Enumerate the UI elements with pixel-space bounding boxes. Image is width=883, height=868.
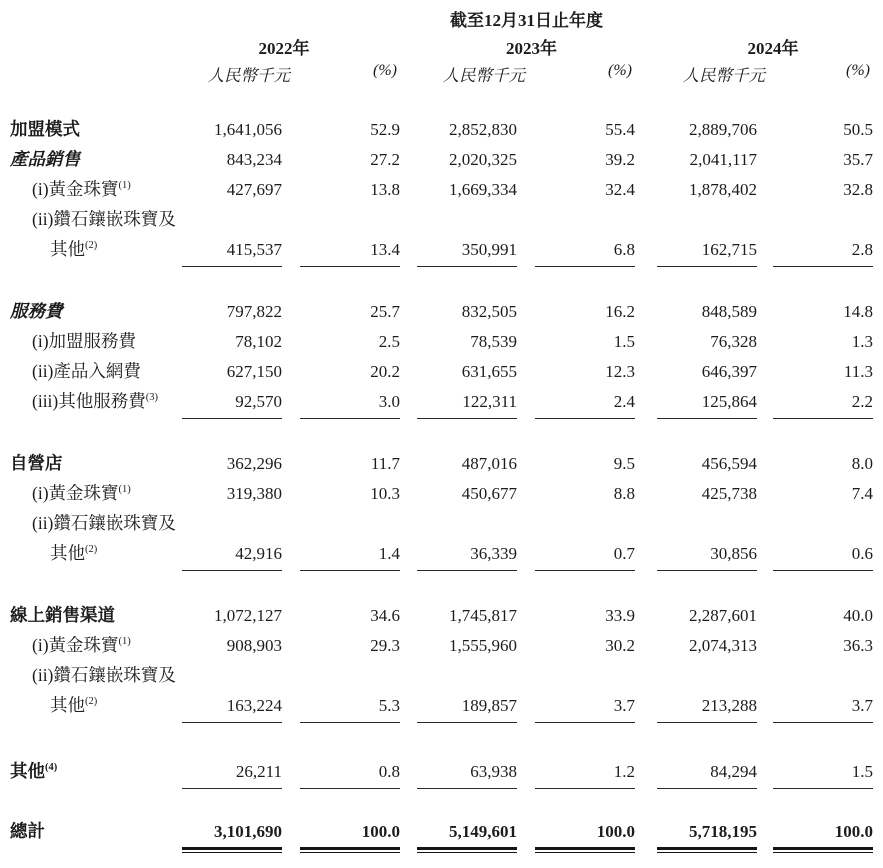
footnote-sup: (1) [118, 636, 131, 648]
pct-cell: 10.3 [370, 484, 400, 503]
pct-cell [757, 664, 883, 694]
pct-cell: 27.2 [370, 150, 400, 169]
table-row [10, 512, 883, 542]
pct-cell: 2.8 [757, 238, 883, 268]
pct-cell: 36.3 [843, 636, 873, 655]
amount-cell: 797,822 [226, 302, 282, 321]
amount-cell: 36,339 [400, 542, 517, 572]
row-label: 線上銷售渠道 [10, 605, 115, 625]
amount-cell: 163,224 [182, 694, 282, 724]
table-row [10, 542, 883, 572]
pct-cell: 11.3 [843, 362, 873, 381]
amount-cell [400, 664, 517, 694]
amount-cell: 5,149,601 [400, 820, 517, 852]
row-label: (ii)鑽石鑲嵌珠寶及 [32, 513, 176, 533]
pct-cell: 0.8 [282, 760, 400, 790]
pct-cell: 6.8 [517, 238, 635, 268]
table-row [10, 452, 883, 482]
amount-cell: 843,234 [226, 150, 282, 169]
amount-cell [182, 208, 282, 238]
pct-cell [757, 512, 883, 542]
pct-cell: 0.6 [757, 542, 883, 572]
amount-cell: 213,288 [635, 694, 757, 724]
footnote-sup: (2) [85, 696, 98, 708]
table-row-total [10, 820, 883, 852]
row-label: 其他$^{(2)}$ [50, 695, 98, 715]
pct-cell: 9.5 [613, 454, 635, 473]
amount-cell: 908,903 [226, 636, 282, 655]
amount-cell: 350,991 [400, 238, 517, 268]
pct-cell: 100.0 [517, 820, 635, 852]
table-row [10, 390, 883, 420]
pct-cell: 3.7 [757, 694, 883, 724]
table-row [10, 604, 883, 634]
pct-cell [517, 208, 635, 238]
pct-header: (%) [373, 62, 397, 79]
row-label: (ii)鑽石鑲嵌珠寶及 [32, 209, 176, 229]
pct-cell: 25.7 [370, 302, 400, 321]
amount-cell [635, 208, 757, 238]
amount-cell: 1,878,402 [689, 180, 757, 199]
pct-cell: 8.8 [613, 484, 635, 503]
pct-cell: 2.2 [757, 390, 883, 420]
pct-cell: 13.8 [370, 180, 400, 199]
table-row [10, 208, 883, 238]
amount-cell: 319,380 [226, 484, 282, 503]
amount-cell: 42,916 [182, 542, 282, 572]
amount-cell [400, 512, 517, 542]
row-label: 其他$^{(4)}$ [10, 761, 58, 781]
pct-cell: 8.0 [851, 454, 873, 473]
pct-cell: 7.4 [851, 484, 873, 503]
amount-cell [635, 664, 757, 694]
table-row [10, 300, 883, 330]
row-label: 總計 [10, 821, 45, 841]
year-header-row [10, 34, 883, 62]
amount-cell: 78,102 [235, 332, 282, 351]
row-label: (i)黃金珠寶$^{(1)}$ [32, 635, 131, 655]
pct-cell: 29.3 [370, 636, 400, 655]
pct-cell: 1.5 [757, 760, 883, 790]
amount-cell: 427,697 [226, 180, 282, 199]
pct-cell: 52.9 [370, 120, 400, 139]
row-label: 自營店 [10, 453, 63, 473]
pct-cell: 32.8 [843, 180, 873, 199]
pct-cell: 35.7 [843, 150, 873, 169]
row-label: 產品銷售 [10, 149, 80, 169]
year-header-2022: 2022年 [258, 39, 310, 58]
amount-cell: 5,718,195 [635, 820, 757, 852]
amount-cell: 2,074,313 [689, 636, 757, 655]
row-label: (i)黃金珠寶$^{(1)}$ [32, 483, 131, 503]
row-label: 其他$^{(2)}$ [50, 239, 98, 259]
amount-cell: 425,738 [701, 484, 757, 503]
pct-cell: 30.2 [605, 636, 635, 655]
pct-cell: 100.0 [282, 820, 400, 852]
footnote-sup: (3) [145, 392, 158, 404]
amount-cell: 92,570 [182, 390, 282, 420]
table-row [10, 148, 883, 178]
amount-cell: 1,641,056 [214, 120, 282, 139]
pct-cell: 1.3 [851, 332, 873, 351]
amount-cell [635, 512, 757, 542]
table-title: 截至12月31日止年度 [450, 11, 603, 30]
pct-cell: 14.8 [843, 302, 873, 321]
row-label: (i)黃金珠寶$^{(1)}$ [32, 179, 131, 199]
table-row [10, 760, 883, 790]
amount-cell: 1,745,817 [449, 606, 517, 625]
pct-cell: 0.7 [517, 542, 635, 572]
pct-cell [282, 512, 400, 542]
amount-cell: 162,715 [635, 238, 757, 268]
amount-cell: 1,072,127 [214, 606, 282, 625]
amount-cell: 76,328 [710, 332, 757, 351]
row-label: (i)加盟服務費 [32, 331, 137, 351]
row-label: (ii)鑽石鑲嵌珠寶及 [32, 665, 176, 685]
amount-cell: 2,287,601 [689, 606, 757, 625]
unit-header: 人民幣千元 [442, 66, 525, 85]
unit-header: 人民幣千元 [207, 66, 290, 85]
row-label: 加盟模式 [10, 119, 80, 139]
amount-cell: 415,537 [182, 238, 282, 268]
pct-cell: 16.2 [605, 302, 635, 321]
pct-cell: 50.5 [843, 120, 873, 139]
year-header-2024: 2024年 [747, 39, 799, 58]
footnote-sup: (2) [85, 544, 98, 556]
amount-cell: 450,677 [461, 484, 517, 503]
pct-cell: 34.6 [370, 606, 400, 625]
unit-header: 人民幣千元 [682, 66, 765, 85]
table-row [10, 178, 883, 208]
revenue-breakdown-table [10, 6, 883, 852]
amount-cell: 832,505 [461, 302, 517, 321]
amount-cell: 30,856 [635, 542, 757, 572]
pct-cell [282, 208, 400, 238]
amount-cell: 26,211 [182, 760, 282, 790]
year-header-2023: 2023年 [506, 39, 557, 58]
footnote-sup: (2) [85, 240, 98, 252]
amount-cell [182, 512, 282, 542]
table-row [10, 238, 883, 268]
amount-cell: 125,864 [635, 390, 757, 420]
amount-cell: 63,938 [400, 760, 517, 790]
pct-cell: 13.4 [282, 238, 400, 268]
pct-cell: 20.2 [370, 362, 400, 381]
pct-header: (%) [846, 62, 870, 79]
pct-cell: 1.4 [282, 542, 400, 572]
row-label: (iii)其他服務費$^{(3)}$ [32, 391, 158, 411]
table-row [10, 118, 883, 148]
pct-cell: 12.3 [605, 362, 635, 381]
pct-cell [517, 664, 635, 694]
table-row [10, 360, 883, 390]
pct-header: (%) [608, 62, 632, 79]
amount-cell: 2,041,117 [689, 150, 757, 169]
table-row [10, 664, 883, 694]
amount-cell: 631,655 [461, 362, 517, 381]
table-row [10, 482, 883, 512]
pct-cell: 32.4 [605, 180, 635, 199]
pct-cell: 40.0 [843, 606, 873, 625]
table-row [10, 694, 883, 724]
amount-cell: 1,555,960 [449, 636, 517, 655]
amount-cell: 3,101,690 [182, 820, 282, 852]
row-label: 其他$^{(2)}$ [50, 543, 98, 563]
pct-cell: 11.7 [370, 454, 400, 473]
amount-cell: 362,296 [226, 454, 282, 473]
amount-cell: 487,016 [461, 454, 517, 473]
amount-cell: 122,311 [400, 390, 517, 420]
amount-cell [182, 664, 282, 694]
pct-cell: 2.5 [378, 332, 400, 351]
amount-cell: 456,594 [701, 454, 757, 473]
pct-cell: 100.0 [757, 820, 883, 852]
pct-cell: 1.2 [517, 760, 635, 790]
footnote-sup: (1) [118, 180, 131, 192]
amount-cell [400, 208, 517, 238]
pct-cell [757, 208, 883, 238]
amount-cell: 1,669,334 [449, 180, 517, 199]
footnote-sup: (1) [118, 484, 131, 496]
amount-cell: 2,852,830 [449, 120, 517, 139]
row-label: 服務費 [10, 301, 63, 321]
pct-cell: 3.0 [282, 390, 400, 420]
amount-cell: 2,889,706 [689, 120, 757, 139]
amount-cell: 646,397 [701, 362, 757, 381]
unit-header-row [10, 62, 883, 92]
table-row [10, 330, 883, 360]
pct-cell: 1.5 [613, 332, 635, 351]
table-row [10, 634, 883, 664]
table-header [10, 6, 883, 34]
footnote-sup: (4) [45, 762, 58, 774]
pct-cell: 3.7 [517, 694, 635, 724]
amount-cell: 2,020,325 [449, 150, 517, 169]
amount-cell: 78,539 [470, 332, 517, 351]
pct-cell: 39.2 [605, 150, 635, 169]
pct-cell: 5.3 [282, 694, 400, 724]
pct-cell: 2.4 [517, 390, 635, 420]
pct-cell [282, 664, 400, 694]
pct-cell: 33.9 [605, 606, 635, 625]
amount-cell: 848,589 [701, 302, 757, 321]
amount-cell: 84,294 [635, 760, 757, 790]
pct-cell: 55.4 [605, 120, 635, 139]
amount-cell: 189,857 [400, 694, 517, 724]
amount-cell: 627,150 [226, 362, 282, 381]
row-label: (ii)產品入網費 [32, 361, 141, 381]
pct-cell [517, 512, 635, 542]
